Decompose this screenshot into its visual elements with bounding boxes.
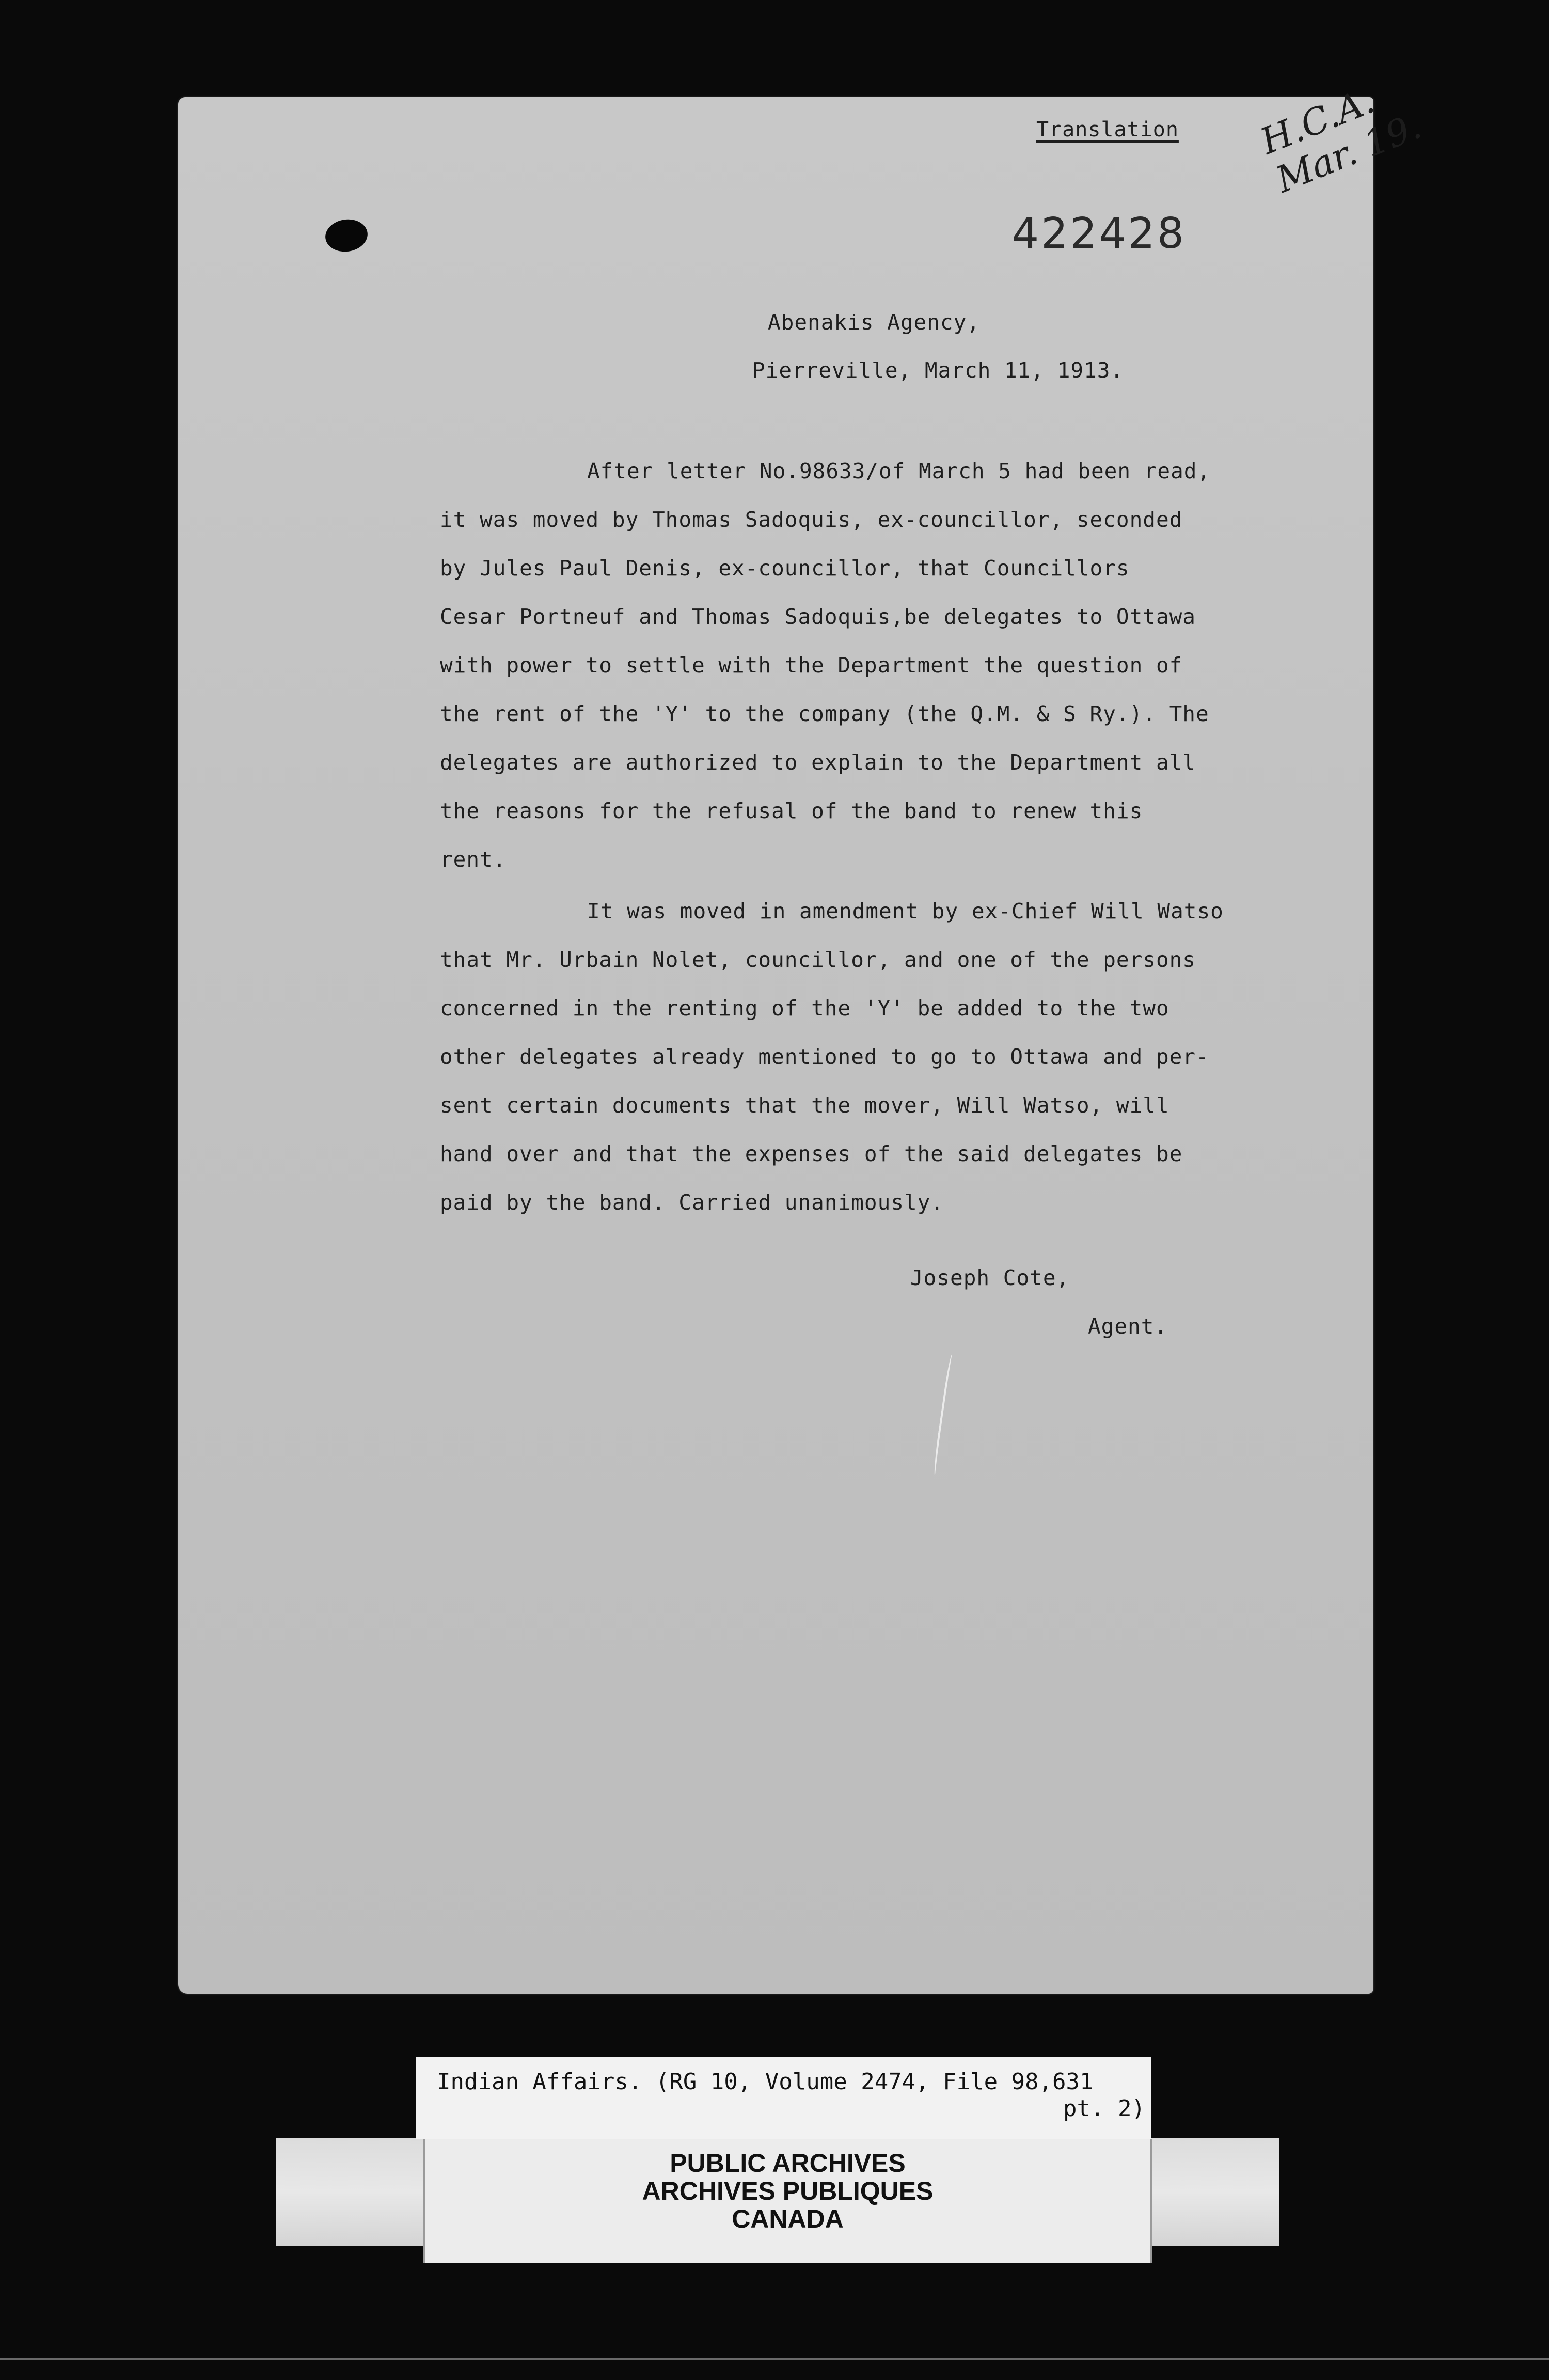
paragraph1-line: by Jules Paul Denis, ex-councillor, that Councillors: [440, 556, 1130, 581]
translation-heading: Translation: [1036, 118, 1179, 142]
paragraph2-line: sent certain documents that the mover, Will Watso, will: [440, 1093, 1169, 1118]
paragraph2-line: hand over and that the expenses of the said delegates be: [440, 1141, 1183, 1166]
paragraph2-line: It was moved in amendment by ex-Chief Will Watso: [587, 899, 1224, 923]
paragraph2-line: paid by the band. Carried unanimously.: [440, 1190, 944, 1215]
archive-stamp-line1: PUBLIC ARCHIVES: [670, 2149, 906, 2178]
handwritten-note: H.C.A. Mar. 19.: [1254, 79, 1427, 201]
signature-name: Joseph Cote,: [910, 1265, 1070, 1290]
paragraph2-line: that Mr. Urbain Nolet, councillor, and one of the persons: [440, 947, 1196, 972]
archive-reference-label: [416, 2057, 1151, 2139]
paragraph2-line: other delegates already mentioned to go to Ottawa and per-: [440, 1044, 1209, 1069]
archive-stamp: [423, 2139, 1152, 2263]
paragraph1-line: Cesar Portneuf and Thomas Sadoquis,be delegates to Ottawa: [440, 604, 1196, 629]
paragraph1-line: it was moved by Thomas Sadoquis, ex-councillor, seconded: [440, 507, 1183, 532]
paragraph1-line: rent.: [440, 847, 507, 872]
date-line: Pierreville, March 11, 1913.: [752, 358, 1124, 383]
signature-title: Agent.: [1088, 1314, 1168, 1339]
file-number: 422428: [1012, 209, 1187, 258]
paragraph1-line: delegates are authorized to explain to the Department all: [440, 750, 1196, 775]
archive-reference-line1: Indian Affairs. (RG 10, Volume 2474, File 98,631: [437, 2069, 1094, 2095]
paragraph1-line: After letter No.98633/of March 5 had been read,: [587, 459, 1211, 483]
paragraph2-line: concerned in the renting of the 'Y' be added to the two: [440, 996, 1169, 1021]
archive-stamp-line3: CANADA: [732, 2204, 844, 2233]
archive-stamp-line2: ARCHIVES PUBLIQUES: [642, 2177, 934, 2205]
film-edge-line: [0, 2358, 1549, 2360]
archive-reference-line2: pt. 2): [1063, 2095, 1145, 2122]
paragraph1-line: the reasons for the refusal of the band to renew this: [440, 798, 1143, 823]
paragraph1-line: with power to settle with the Department the question of: [440, 653, 1183, 678]
place-line: Abenakis Agency,: [768, 310, 980, 335]
paragraph1-line: the rent of the 'Y' to the company (the Q.M. & S Ry.). The: [440, 701, 1209, 726]
